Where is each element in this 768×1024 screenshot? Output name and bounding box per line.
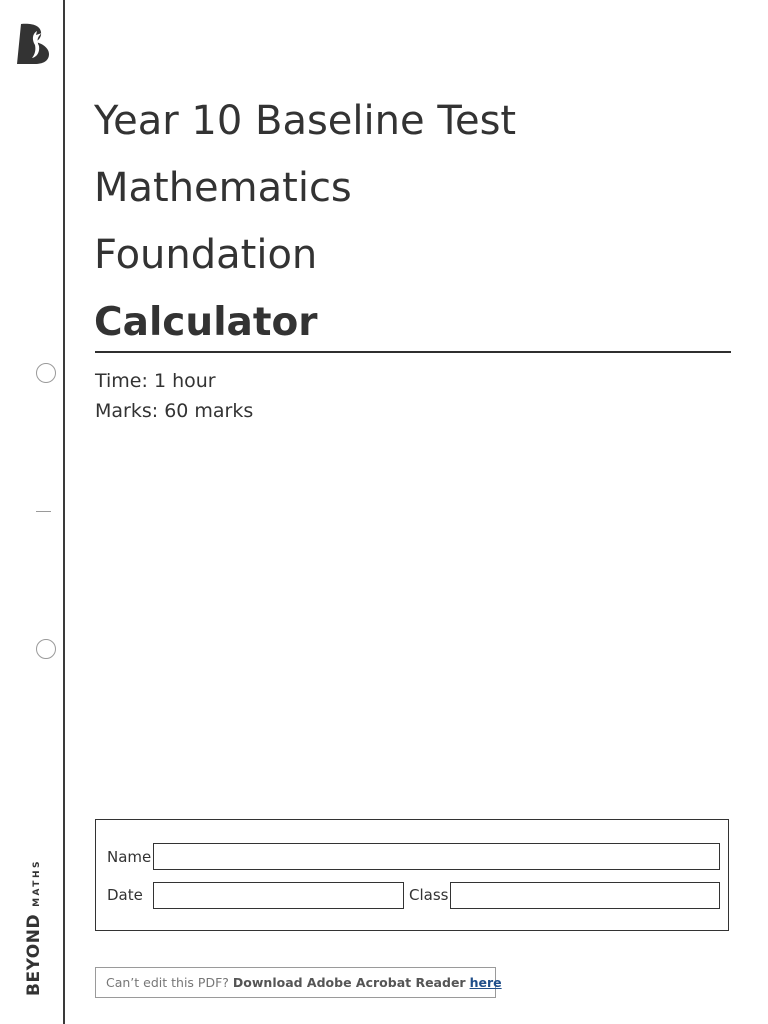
class-label: Class — [409, 886, 449, 904]
punch-hole-top — [36, 363, 56, 383]
name-field[interactable] — [153, 843, 720, 870]
title-divider — [95, 351, 731, 353]
title-block — [94, 88, 516, 356]
name-label: Name — [107, 848, 152, 866]
tier-title: Foundation — [94, 232, 318, 278]
notice-download-text: Download Adobe Acrobat Reader — [232, 975, 466, 990]
marks-info: Marks: 60 marks — [95, 400, 254, 422]
test-title: Year 10 Baseline Test — [94, 98, 517, 144]
paper-type-title: Calculator — [94, 300, 318, 345]
punch-hole-bottom — [36, 639, 56, 659]
brand-wordmark — [24, 859, 44, 996]
margin-rule — [63, 0, 65, 1024]
beyond-logo-icon — [16, 23, 50, 65]
notice-prefix: Can’t edit this PDF? — [106, 975, 229, 990]
date-label: Date — [107, 886, 143, 904]
acrobat-download-link[interactable]: here — [469, 975, 502, 990]
student-info-box — [95, 819, 729, 931]
class-field[interactable] — [450, 882, 720, 909]
acrobat-notice — [95, 967, 502, 998]
brand-subject: MATHS — [32, 859, 42, 907]
test-meta — [95, 366, 253, 426]
fold-mark — [36, 511, 51, 512]
brand-name: BEYOND — [24, 913, 44, 996]
date-field[interactable] — [153, 882, 404, 909]
time-info: Time: 1 hour — [95, 370, 216, 392]
subject-title: Mathematics — [94, 165, 352, 211]
